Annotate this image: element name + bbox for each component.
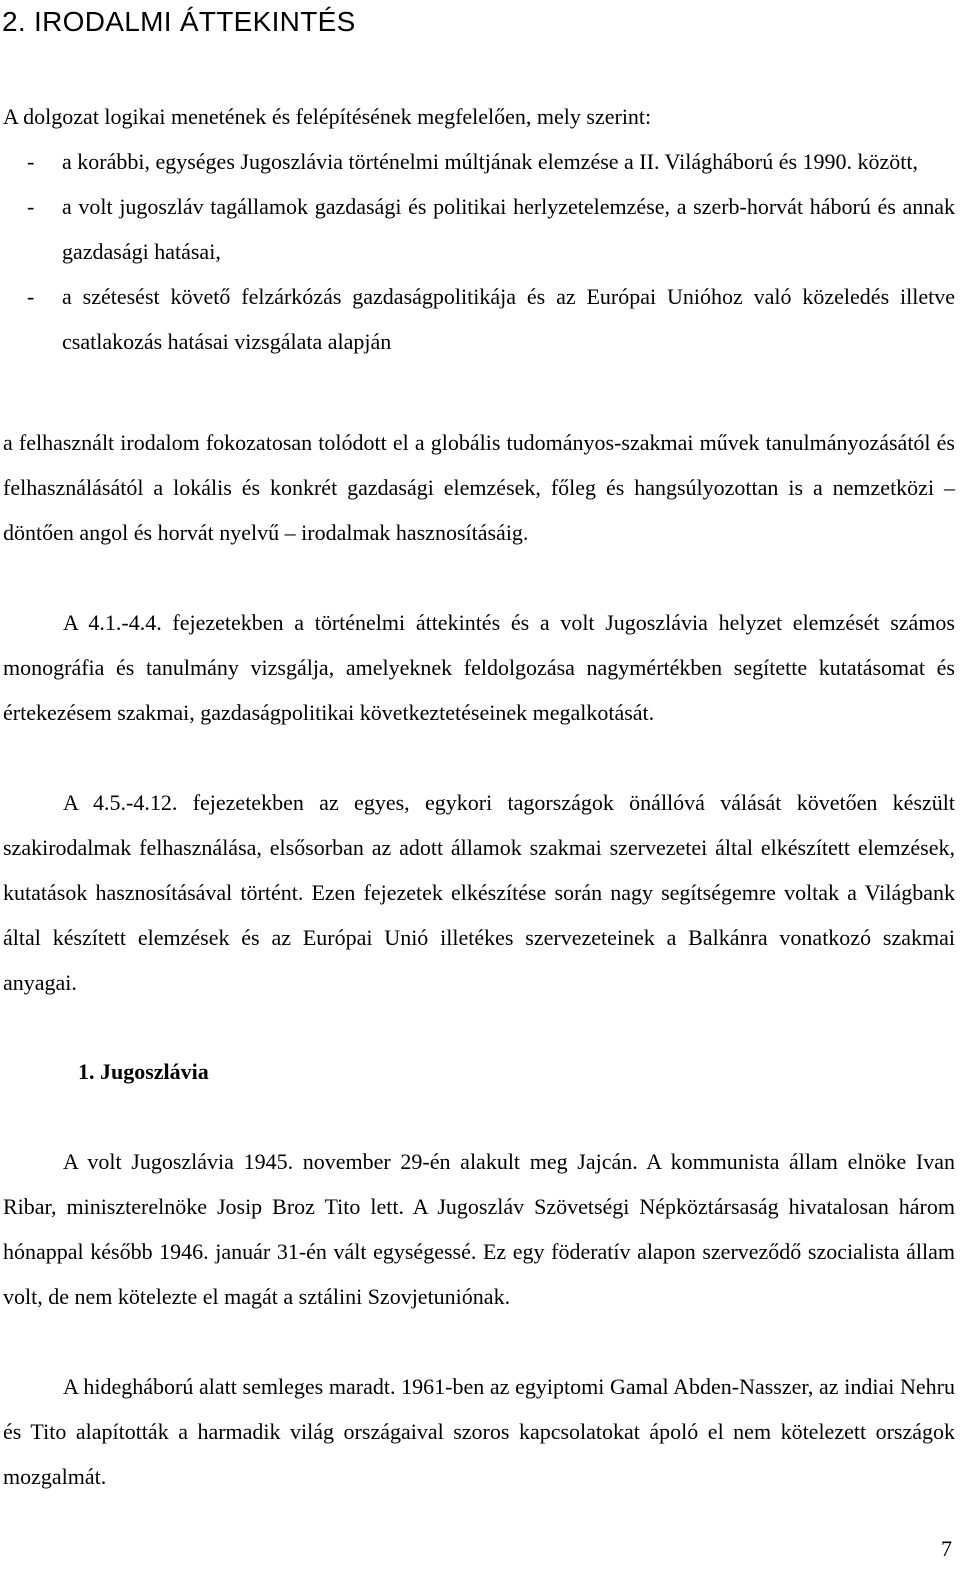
- bullet-text: a korábbi, egységes Jugoszlávia történelmi múltjának elemzése a II. Világháború és 1990. között,: [62, 149, 919, 174]
- bullet-dash: -: [27, 149, 35, 174]
- bullet-text: a volt jugoszláv tagállamok gazdasági és politikai herlyzetelemzése, a szerb-horvát háború és annak gazdasági hatásai,: [62, 194, 955, 264]
- bullet-dash: -: [27, 194, 35, 219]
- bullet-item: [3, 274, 955, 364]
- page-number: 7: [941, 1536, 952, 1561]
- section-heading: 1. Jugoszlávia: [78, 1059, 209, 1084]
- bullet-item: [3, 184, 955, 274]
- bullet-text: a szétesést követő felzárkózás gazdaságpolitikája és az Európai Unióhoz való közeledés illetve csatlakozás hatásai vizsgálata alapján: [62, 284, 955, 354]
- bullet-dash: -: [27, 284, 35, 309]
- intro-sentence: A dolgozat logikai menetének és felépítésének megfelelően, mely szerint:: [3, 104, 652, 129]
- chapter-title: 2. IRODALMI ÁTTEKINTÉS: [2, 6, 356, 37]
- yugoslavia-founding-paragraph: A volt Jugoszlávia 1945. november 29-én alakult meg Jajcán. A kommunista állam elnöke Ivan Ribar, miniszterelnöke Josip Broz Tito lett. A Jugoszláv Szövetségi Népköztársaság hivatalosan három hónappal később 1946. január 31-én vált egységessé. Ez egy föderatív alapon szerveződő szocialista állam volt, de nem kötelezte el magát a sztálini Szovjetuniónak.: [3, 1149, 955, 1309]
- bullet-item: [3, 139, 955, 184]
- bullet-list: [3, 139, 955, 364]
- chapters-4-5-4-12-paragraph: A 4.5.-4.12. fejezetekben az egyes, egykori tagországok önállóvá válását követően készült szakirodalmak felhasználása, elsősorban az adott államok szakmai szervezetei által elkészített elemzések, kutatások hasznosításával történt. Ezen fejezetek elkészítése során nagy segítségemre voltak a Világbank által készített elemzések és az Európai Unió illetékes szervezeteinek a Balkánra vonatkozó szakmai anyagai.: [3, 790, 955, 995]
- chapters-4-1-4-4-paragraph: A 4.1.-4.4. fejezetekben a történelmi áttekintés és a volt Jugoszlávia helyzet elemzését számos monográfia és tanulmány vizsgálja, amelyeknek feldolgozása nagymértékben segítette kutatásomat és értekezésem szakmai, gazdaságpolitikai következtetéseinek megalkotását.: [3, 610, 955, 725]
- cold-war-paragraph: A hidegháború alatt semleges maradt. 1961-ben az egyiptomi Gamal Abden-Nasszer, az indiai Nehru és Tito alapították a harmadik világ országaival szoros kapcsolatokat ápoló el nem kötelezett országok mozgalmát.: [3, 1374, 955, 1489]
- literature-paragraph: a felhasznált irodalom fokozatosan tolódott el a globális tudományos-szakmai művek tanulmányozásától és felhasználásától a lokális és konkrét gazdasági elemzések, főleg és hangsúlyozottan is a nemzetközi – döntően angol és horvát nyelvű – irodalmak hasznosításáig.: [3, 430, 955, 545]
